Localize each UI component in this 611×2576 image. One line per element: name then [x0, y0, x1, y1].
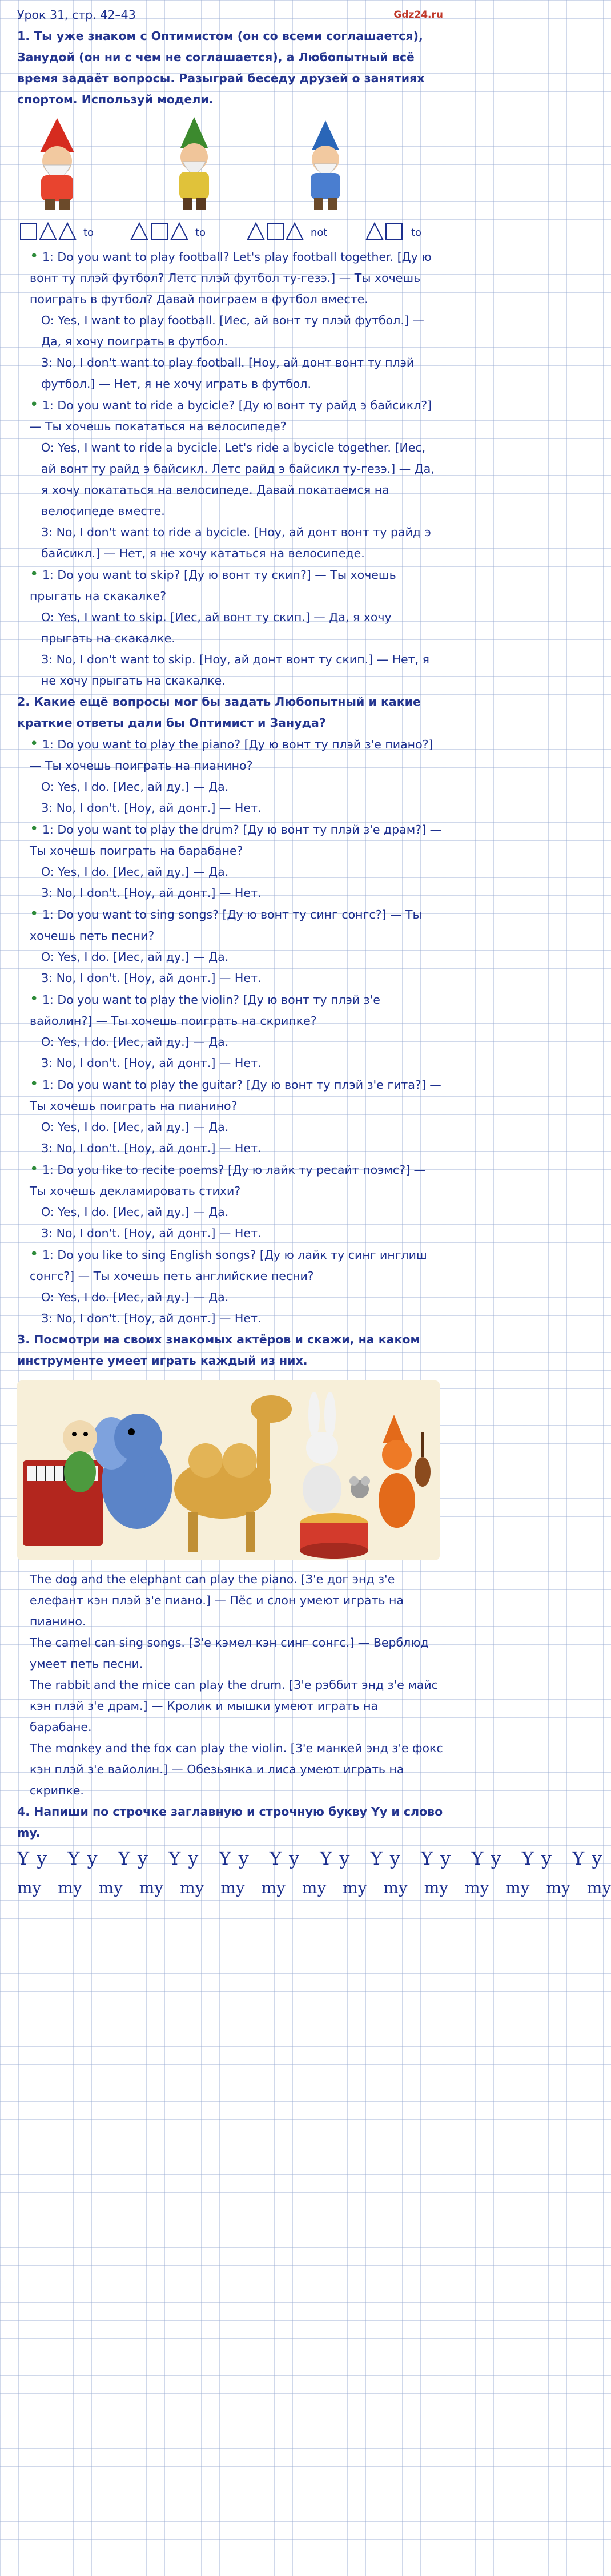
- gnomes-illustration: [17, 112, 440, 214]
- question: • 1: Do you like to sing English songs? [Ду ю лайк ту синг инглиш сонгс?] — Ты хочешь петь английские песни?: [30, 1246, 427, 1283]
- gnome-curious: [311, 120, 340, 210]
- header: [17, 5, 443, 26]
- model-label-3: not: [311, 227, 328, 239]
- question-text: 1: Do you want to play football? Let's play football together. [Ду ю вонт ту плэй футбол? Летс плэй футбол ту-гезэ.] — Ты хочешь поиграть в футбол? Давай поиграем в футбол вместе.: [30, 250, 432, 306]
- question: • 1: Do you want to ride a bycicle? [Ду ю вонт ту райд э байсикл?] — Ты хочешь покататься на велосипеде?: [30, 396, 432, 433]
- task4-title: 4. Напиши по строчке заглавную и строчную букву Yy и слово my.: [17, 1805, 443, 1840]
- bore-answer: З: No, I don't. [Ноу, ай донт.] — Нет.: [41, 1226, 262, 1240]
- question-text: 1: Do you want to play the piano? [Ду ю вонт ту плэй з'е пиано?] — Ты хочешь поиграть на пианино?: [30, 738, 433, 772]
- model-cards: [17, 216, 443, 246]
- question: • 1: Do you want to skip? [Ду ю вонт ту скип?] — Ты хочешь прыгать на скакалке?: [30, 566, 396, 603]
- task1-dialog-1: [17, 246, 443, 395]
- optimist-answer: O: Yes, I want to ride a bycicle. Let's ride a bycicle together. [Иес, ай вонт ту райд э байсикл. Летс райд э байсикл ту-гезэ.] — Да, я хочу покататься на велосипеде. Давай покатаемся на велосипеде вместе.: [41, 441, 435, 518]
- question-text: 1: Do you want to play the drum? [Ду ю вонт ту плэй з'е драм?] — Ты хочешь поиграть на барабане?: [30, 823, 442, 858]
- question: • 1: Do you want to play the drum? [Ду ю вонт ту плэй з'е драм?] — Ты хочешь поиграть на барабане?: [30, 820, 442, 858]
- bore-answer: З: No, I don't. [Ноу, ай донт.] — Нет.: [41, 1311, 262, 1325]
- task3-answer-1: The dog and the elephant can play the piano. [З'е дог энд з'е елефант кэн плэй з'е пиано.] — Пёс и слон умеют играть на пианино.: [30, 1572, 404, 1628]
- task3-answer-3: The rabbit and the mice can play the drum. [З'е рэббит энд з'е майс кэн плэй з'е драм.] — Кролик и мышки умеют играть на барабане.: [30, 1678, 438, 1734]
- bore-answer: З: No, I don't. [Ноу, ай донт.] — Нет.: [41, 1056, 262, 1070]
- bore-answer: З: No, I don't. [Ноу, ай донт.] — Нет.: [41, 801, 262, 815]
- optimist-answer: O: Yes, I do. [Иес, ай ду.] — Да.: [41, 780, 229, 794]
- optimist-answer: O: Yes, I do. [Иес, ай ду.] — Да.: [41, 865, 229, 879]
- yy-letters-row: Yy Yy Yy Yy Yy Yy Yy Yy Yy Yy Yy Yy: [17, 1848, 610, 1869]
- site-logo[interactable]: Gdz24.ru: [393, 9, 443, 21]
- question-text: 1: Do you want to play the guitar? [Ду ю вонт ту плэй з'е гита?] — Ты хочешь поиграть на пианино?: [30, 1078, 441, 1113]
- optimist-answer: O: Yes, I do. [Иес, ай ду.] — Да.: [41, 950, 229, 964]
- my-words-row: my my my my my my my my my my my my my my my: [17, 1878, 611, 1897]
- bore-answer: З: No, I don't want to ride a bycicle. [Ноу, ай донт вонт ту райд э байсикл.] — Нет, я не хочу кататься на велосипеде.: [41, 525, 431, 560]
- question-text: 1: Do you want to sing songs? [Ду ю вонт ту синг сонгс?] — Ты хочешь петь песни?: [30, 908, 422, 943]
- model-label-1: to: [83, 227, 94, 239]
- gnome-optimist: [40, 118, 74, 210]
- optimist-answer: O: Yes, I do. [Иес, ай ду.] — Да.: [41, 1205, 229, 1219]
- models-illustration: [17, 216, 440, 246]
- optimist-answer: O: Yes, I do. [Иес, ай ду.] — Да.: [41, 1120, 229, 1134]
- task2-dialog-1: [17, 734, 443, 819]
- task2-dialog-2: [17, 819, 443, 904]
- task2-dialog-6: [17, 1159, 443, 1244]
- question-text: 1: Do you want to play the violin? [Ду ю вонт ту плэй з'е вайолин?] — Ты хочешь поиграть на скрипке?: [30, 993, 380, 1028]
- question: • 1: Do you want to play the guitar? [Ду ю вонт ту плэй з'е гита?] — Ты хочешь поиграть на пианино?: [30, 1076, 441, 1113]
- question-text: 1: Do you like to recite poems? [Ду ю лайк ту ресайт поэмс?] — Ты хочешь декламировать стихи?: [30, 1163, 426, 1198]
- question-text: 1: Do you like to sing English songs? [Ду ю лайк ту синг инглиш сонгс?] — Ты хочешь петь английские песни?: [30, 1248, 427, 1283]
- bore-answer: З: No, I don't. [Ноу, ай донт.] — Нет.: [41, 886, 262, 900]
- band-picture: [17, 1375, 440, 1563]
- gnome-bore: [179, 117, 209, 210]
- question: • 1: Do you like to recite poems? [Ду ю лайк ту ресайт поэмс?] — Ты хочешь декламировать стихи?: [30, 1161, 426, 1198]
- optimist-answer: O: Yes, I want to skip. [Иес, ай вонт ту скип.] — Да, я хочу прыгать на скакалке.: [41, 610, 392, 645]
- bore-answer: З: No, I don't want to skip. [Ноу, ай донт вонт ту скип.] — Нет, я не хочу прыгать на скакалке.: [41, 653, 429, 687]
- question-text: 1: Do you want to ride a bycicle? [Ду ю вонт ту райд э байсикл?] — Ты хочешь покататься на велосипеде?: [30, 399, 432, 433]
- question: • 1: Do you want to play football? Let's play football together. [Ду ю вонт ту плэй футбол? Летс плэй футбол ту-гезэ.] — Ты хочешь поиграть в футбол? Давай поиграем в футбол вместе.: [30, 248, 432, 306]
- bore-answer: З: No, I don't. [Ноу, ай донт.] — Нет.: [41, 1141, 262, 1155]
- task2-title: 2. Какие ещё вопросы мог бы задать Любопытный и какие краткие ответы дали бы Оптимист и Зануда?: [17, 695, 421, 730]
- question: • 1: Do you want to sing songs? [Ду ю вонт ту синг сонгс?] — Ты хочешь петь песни?: [30, 905, 422, 943]
- question: • 1: Do you want to play the violin? [Ду ю вонт ту плэй з'е вайолин?] — Ты хочешь поиграть на скрипке?: [30, 991, 380, 1028]
- task3-answer-4: The monkey and the fox can play the violin. [З'е манкей энд з'е фокс кэн плэй з'е вайолин.] — Обезьянка и лиса умеют играть на скрипке.: [30, 1741, 443, 1797]
- lesson-title: Урок 31, стр. 42–43: [17, 8, 136, 22]
- optimist-answer: O: Yes, I want to play football. [Иес, ай вонт ту плэй футбол.] — Да, я хочу поиграть в футбол.: [41, 313, 424, 348]
- optimist-answer: O: Yes, I do. [Иес, ай ду.] — Да.: [41, 1035, 229, 1049]
- musicians-illustration: [17, 1375, 443, 1563]
- task1-dialog-3: [17, 564, 443, 691]
- task2-dialog-7: [17, 1244, 443, 1329]
- task3-answer-2: The camel can sing songs. [З'е кэмел кэн синг сонгс.] — Верблюд умеет петь песни.: [30, 1636, 429, 1671]
- optimist-answer: O: Yes, I do. [Иес, ай ду.] — Да.: [41, 1290, 229, 1304]
- task3-title: 3. Посмотри на своих знакомых актёров и скажи, на каком инструменте умеет играть каждый из них.: [17, 1333, 420, 1367]
- bore-answer: З: No, I don't want to play football. [Ноу, ай донт вонт ту плэй футбол.] — Нет, я не хочу играть в футбол.: [41, 356, 415, 391]
- model-label-2: to: [195, 227, 206, 239]
- gnome-characters: [17, 112, 443, 214]
- drum-icon: [300, 1513, 368, 1559]
- task1-title: 1. Ты уже знаком с Оптимистом (он со всеми соглашается), Занудой (он ни с чем не соглашается), а Любопытный всё время задаёт вопросы. Разыграй беседу друзей о занятиях спортом. Используй модели.: [17, 29, 425, 106]
- task2-dialog-5: [17, 1074, 443, 1159]
- bore-answer: З: No, I don't. [Ноу, ай донт.] — Нет.: [41, 971, 262, 985]
- model-label-4: to: [411, 227, 422, 239]
- question: • 1: Do you want to play the piano? [Ду ю вонт ту плэй з'е пиано?] — Ты хочешь поиграть на пианино?: [30, 735, 433, 772]
- task2-dialog-3: [17, 904, 443, 989]
- question-text: 1: Do you want to skip? [Ду ю вонт ту скип?] — Ты хочешь прыгать на скакалке?: [30, 568, 396, 603]
- task1-dialog-2: [17, 395, 443, 564]
- task2-dialog-4: [17, 989, 443, 1074]
